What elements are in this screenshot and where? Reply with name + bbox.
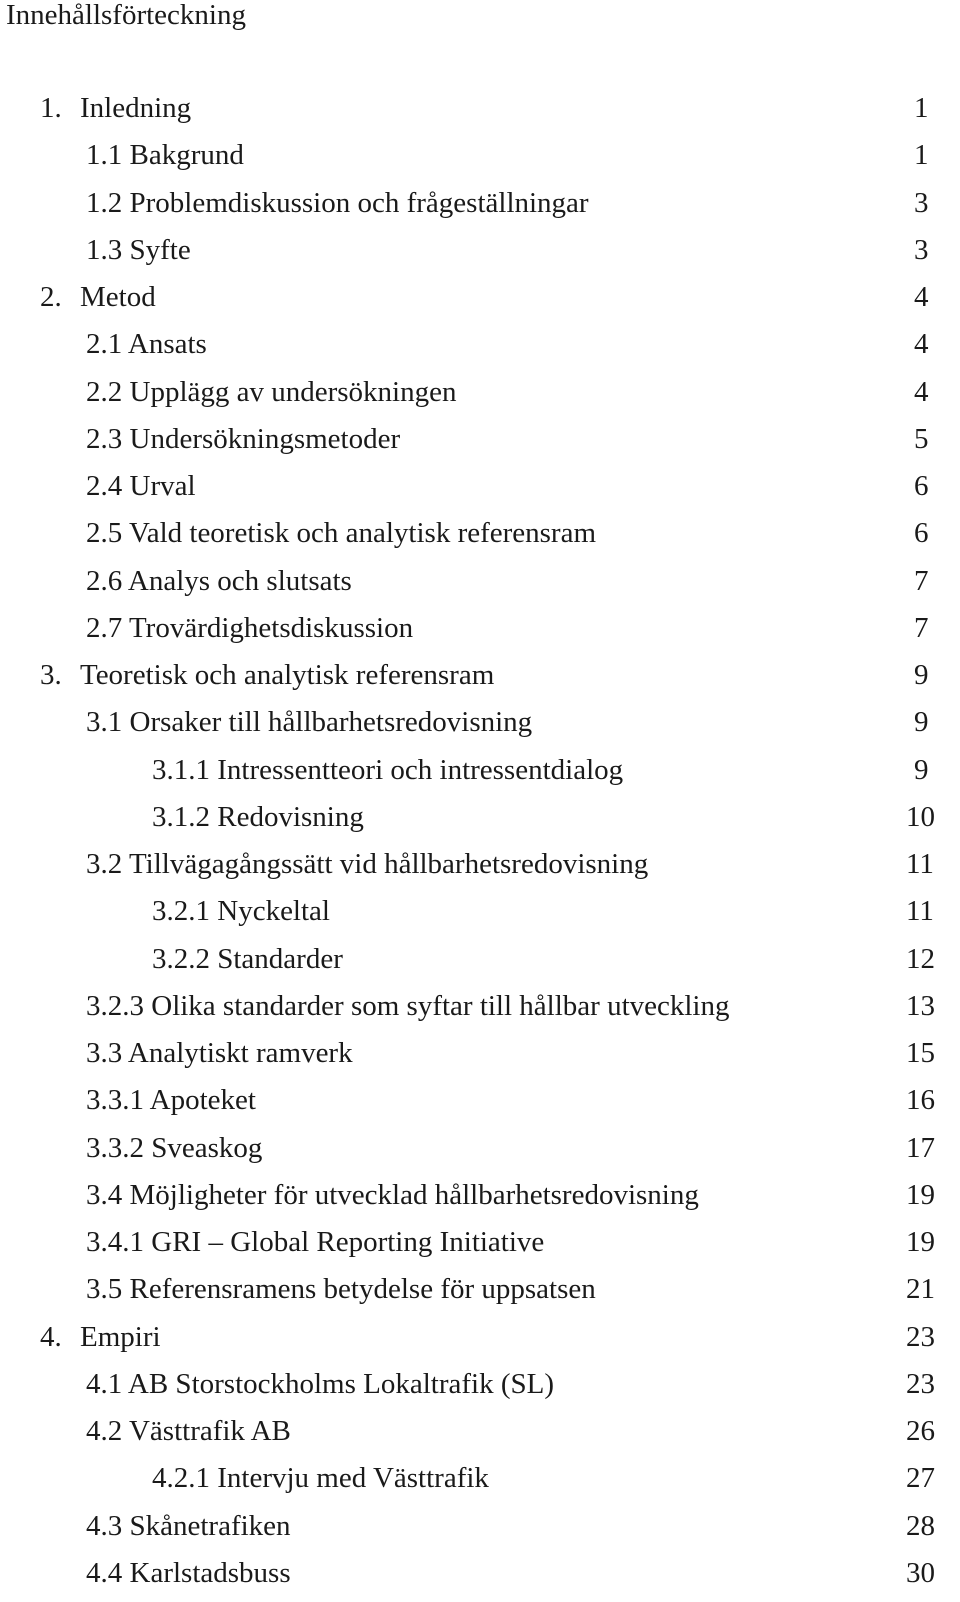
toc-entry[interactable]: [0, 940, 960, 987]
toc-entry-text: 2.4 Urval: [86, 470, 196, 502]
toc-entry-label: [152, 798, 364, 836]
toc-entry-page-number: 6: [914, 517, 929, 550]
toc-entry[interactable]: [0, 751, 960, 798]
page-title: Innehållsförteckning: [6, 0, 246, 31]
toc-entry[interactable]: [0, 1081, 960, 1128]
toc-entry-label: [86, 609, 413, 647]
toc-entry-text: 2.3 Undersökningsmetoder: [86, 422, 401, 455]
toc-entry-label: [86, 703, 532, 741]
toc-entry[interactable]: [0, 89, 960, 136]
toc-entry-page-number: 3: [914, 186, 929, 219]
toc-entry-text: 4.2.1 Intervju med Västtrafik: [152, 1462, 489, 1495]
toc-entry-text: 3.2.3 Olika standarder som syftar till hållbar utveckling: [86, 989, 730, 1022]
toc-entry-page-number: 28: [906, 1509, 935, 1542]
toc-entry-page-number: 11: [906, 848, 934, 880]
toc-entry[interactable]: [0, 1459, 960, 1506]
toc-entry-text: 4.3 Skånetrafiken: [86, 1509, 291, 1542]
toc-entry-page-number: 1: [914, 92, 929, 124]
toc-entry-text: 3.1.1 Intressentteori och intressentdialog: [152, 753, 624, 786]
toc-entry-text: 3.1.2 Redovisning: [152, 800, 364, 833]
toc-entry-number: 4.: [40, 1320, 62, 1353]
toc-entry-text: Teoretisk och analytisk referensram: [80, 659, 495, 691]
toc-entry-label: [86, 184, 589, 222]
toc-entry[interactable]: [0, 420, 960, 467]
toc-entry[interactable]: [0, 609, 960, 656]
toc-entry-label: [40, 656, 494, 694]
toc-entry-text: 3.2 Tillvägagångssätt vid hållbarhetsredovisning: [86, 848, 649, 880]
toc-entry-page-number: 27: [906, 1462, 935, 1495]
toc-entry-page-number: 19: [906, 1226, 935, 1258]
toc-entry-number: 3.: [40, 659, 62, 691]
toc-entry[interactable]: [0, 845, 960, 892]
toc-entry[interactable]: [0, 892, 960, 939]
toc-entry[interactable]: [0, 1412, 960, 1459]
toc-entry[interactable]: [0, 1176, 960, 1223]
toc-entry[interactable]: [0, 1365, 960, 1412]
toc-entry[interactable]: [0, 1270, 960, 1317]
toc-entry-label: [86, 987, 729, 1025]
toc-entry-page-number: 12: [906, 942, 935, 975]
toc-entry-text: 2.1 Ansats: [86, 328, 207, 361]
toc-entry-page-number: 3: [914, 233, 929, 266]
toc-entry[interactable]: [0, 325, 960, 372]
toc-entry-text: 1.3 Syfte: [86, 233, 191, 266]
toc-entry-label: [86, 373, 457, 411]
toc-entry[interactable]: [0, 514, 960, 561]
toc-entry-page-number: 4: [914, 375, 929, 408]
toc-entry-page-number: 4: [914, 281, 929, 313]
toc-entry-text: 2.6 Analys och slutsats: [86, 564, 352, 597]
toc-entry[interactable]: [0, 231, 960, 278]
toc-entry-label: [86, 420, 400, 458]
toc-entry-text: 3.4.1 GRI – Global Reporting Initiative: [86, 1226, 545, 1258]
toc-entry-label: [86, 231, 191, 269]
toc-entry-page-number: 11: [906, 895, 934, 928]
toc-entry-page-number: 9: [914, 659, 929, 691]
toc-entry-page-number: 13: [906, 989, 935, 1022]
toc-entry-label: [86, 1412, 291, 1450]
toc-entry-text: 3.4 Möjligheter för utvecklad hållbarhetsredovisning: [86, 1178, 699, 1211]
toc-entry[interactable]: [0, 184, 960, 231]
toc-entry[interactable]: [0, 1034, 960, 1081]
toc-entry-text: 2.7 Trovärdighetsdiskussion: [86, 611, 414, 644]
toc-entry-label: [152, 940, 343, 978]
toc-entry-label: [86, 1034, 353, 1072]
toc-entry-label: [152, 1459, 489, 1497]
toc-entry[interactable]: [0, 1318, 960, 1365]
toc-entry-text: 3.3.2 Sveaskog: [86, 1131, 263, 1164]
toc-entry-page-number: 7: [914, 611, 929, 644]
toc-entry-text: 3.1 Orsaker till hållbarhetsredovisning: [86, 706, 533, 739]
toc-entry-text: 3.3 Analytiskt ramverk: [86, 1037, 353, 1069]
toc-entry-page-number: 23: [906, 1320, 935, 1353]
toc-entry-page-number: 9: [914, 753, 929, 786]
toc-entry-page-number: 6: [914, 470, 929, 502]
toc-entry-label: [40, 89, 191, 127]
toc-entry[interactable]: [0, 656, 960, 703]
toc-entry-page-number: 16: [906, 1084, 935, 1117]
toc-entry-page-number: 30: [906, 1556, 935, 1589]
toc-entry[interactable]: [0, 987, 960, 1034]
toc-entry-page-number: 5: [914, 422, 929, 455]
toc-entry-text: Inledning: [80, 92, 192, 124]
toc-entry-page-number: 23: [906, 1367, 935, 1400]
toc-entry-label: [86, 514, 596, 552]
toc-entry-text: Metod: [80, 281, 156, 313]
toc-entry[interactable]: [0, 278, 960, 325]
toc-entry-label: [86, 325, 207, 363]
toc-entry-label: [86, 1365, 554, 1403]
toc-entry-page-number: 1: [914, 139, 929, 172]
toc-entry-label: [86, 1081, 256, 1119]
toc-entry-text: 3.2.2 Standarder: [152, 942, 343, 975]
toc-entry-page-number: 4: [914, 328, 929, 361]
toc-entry-label: [86, 1129, 262, 1167]
toc-entry[interactable]: [0, 1223, 960, 1270]
toc-entry[interactable]: [0, 1129, 960, 1176]
toc-entry[interactable]: [0, 798, 960, 845]
toc-entry-page-number: 19: [906, 1178, 935, 1211]
toc-entry-text: 2.5 Vald teoretisk och analytisk referensram: [86, 517, 597, 550]
toc-entry-label: [86, 1554, 291, 1592]
toc-entry-number: 2.: [40, 281, 62, 313]
toc-entry[interactable]: [0, 1554, 960, 1601]
toc-entry-text: 2.2 Upplägg av undersökningen: [86, 375, 457, 408]
toc-entry-text: 3.5 Referensramens betydelse för uppsatsen: [86, 1273, 596, 1306]
toc-entry-page-number: 15: [906, 1037, 935, 1069]
toc-entry-label: [86, 136, 244, 174]
toc-entry[interactable]: [0, 373, 960, 420]
toc-entry-text: Empiri: [80, 1320, 161, 1353]
toc-entry-text: 4.4 Karlstadsbuss: [86, 1556, 291, 1589]
toc-entry-text: 4.1 AB Storstockholms Lokaltrafik (SL): [86, 1367, 554, 1400]
toc-entry-text: 3.2.1 Nyckeltal: [152, 895, 330, 928]
toc-entry-label: [86, 562, 352, 600]
toc-entry[interactable]: [0, 1507, 960, 1554]
toc-entry-page-number: 7: [914, 564, 929, 597]
toc-entry-page-number: 26: [906, 1415, 935, 1447]
toc-entry-number: 1.: [40, 92, 62, 124]
toc-entry-text: 3.3.1 Apoteket: [86, 1084, 256, 1117]
toc-entry-label: [86, 1270, 596, 1308]
toc-entry-page-number: 21: [906, 1273, 935, 1306]
toc-entry-label: [86, 1176, 699, 1214]
toc-entry-label: [86, 467, 196, 505]
table-of-contents: [0, 89, 960, 1601]
toc-entry[interactable]: [0, 703, 960, 750]
toc-entry-text: 1.2 Problemdiskussion och frågeställningar: [86, 186, 589, 219]
toc-entry-label: [40, 1318, 161, 1356]
toc-entry-label: [86, 845, 648, 883]
toc-entry-page-number: 9: [914, 706, 929, 739]
toc-entry-label: [152, 892, 330, 930]
toc-entry-page-number: 17: [906, 1131, 935, 1164]
toc-entry-label: [86, 1223, 544, 1261]
toc-entry-text: 1.1 Bakgrund: [86, 139, 244, 172]
toc-entry[interactable]: [0, 467, 960, 514]
toc-entry-page-number: 10: [906, 800, 935, 833]
toc-entry-label: [152, 751, 623, 789]
toc-entry-label: [40, 278, 156, 316]
toc-entry[interactable]: [0, 562, 960, 609]
toc-entry-text: 4.2 Västtrafik AB: [86, 1415, 291, 1447]
toc-entry-label: [86, 1507, 291, 1545]
toc-entry[interactable]: [0, 136, 960, 183]
